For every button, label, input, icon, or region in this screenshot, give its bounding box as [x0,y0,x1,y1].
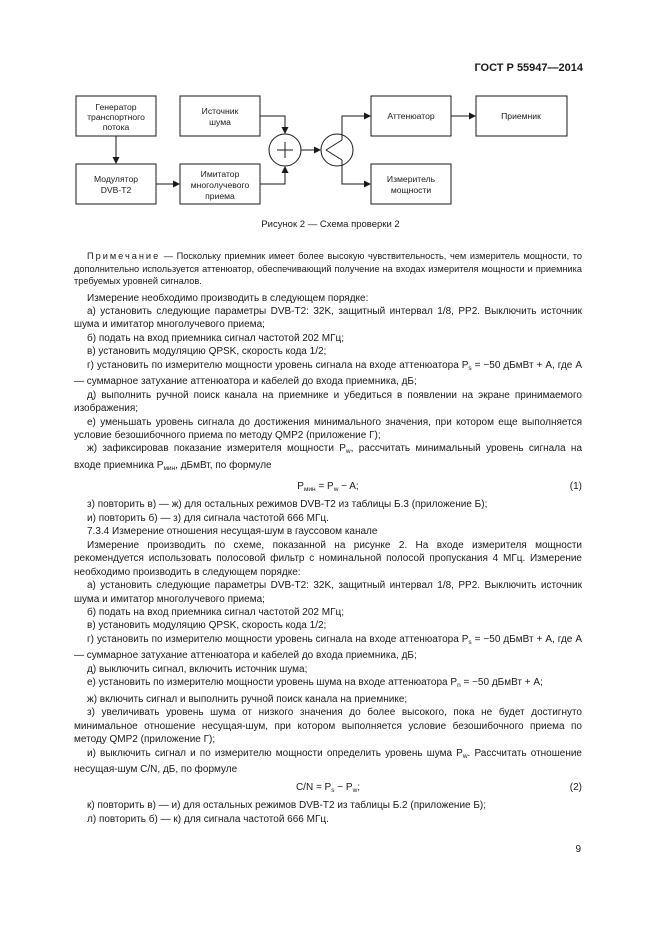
sec2-i-text-1: и) выключить сигнал и по измерителю мощности определить уровень шума P [87,747,463,759]
sec2-e-text-1: е) установить по измерителю мощности уровень шума на входе аттенюатора P [87,677,458,689]
sec1-step-g [74,359,582,389]
sec2-step-e [74,676,582,692]
power-meter-label-2: мощности [390,185,432,195]
sec1-step-v: в) установить модуляцию QPSK, скорость кода 1/2; [87,346,327,358]
sec2-step-v: в) установить модуляцию QPSK, скорость кода 1/2; [87,620,327,632]
arrow-noise-to-adder [260,116,285,133]
f1-part-b: = P [315,481,334,493]
standard-header: ГОСТ Р 55947—2014 [474,62,583,74]
attenuator-label: Аттенюатор [387,111,435,121]
sec1-zh-text-2: , рассчитать минимальный уровень сигнала на входе приемника P [74,443,582,471]
section-heading: 7.3.4 Измерение отношения несущая-шум в гауссовом канале [87,526,378,538]
f1-part-a: P [297,481,304,493]
sec2-i-sub: w [462,752,468,760]
arrow-splitter-to-attenuator [342,116,370,135]
sec2-step-i [74,747,582,777]
modulator-block [76,164,156,204]
sec2-intro: Измерение производить по схеме, показанной на рисунке 2. На входе измерителя мощности рекомендуется использовать полосовой фильтр с номинальной полосой пропускания 4 МГц. Измерение необходимо производить в следующем порядке: [74,539,582,578]
sec1-step-b: б) подать на вход приемника сигнал частотой 202 МГц; [87,332,345,344]
sec1-step-e: е) уменьшать уровень сигнала до достижения минимального значения, при котором еще выполняется условие безошибочного приема по методу QMP2 (приложение Г); [74,416,582,442]
sec2-step-d: д) выключить сигнал, включить источник шума; [87,663,308,675]
formula-1-number: (1) [569,481,582,493]
sec2-i-text-2: . Рассчитать отношение несущая-шум C/N, дБ, по формуле [74,747,582,775]
sec2-step-z: з) увеличивать уровень шума от низкого значения до более высокого, пока не будет достигнуто минимальное отношение несущая-шум, при котором выполняется условие безошибочного приема по методу QMP2 (приложение Г); [74,707,582,746]
sec1-step-a: а) установить следующие параметры DVB-T2: 32K, защитный интервал 1/8, PP2. Выключить источник шума и имитатор многолучевого приема; [74,305,582,331]
noise-label-1: Источник [201,106,239,116]
modulator-label-2: DVB-T2 [100,185,132,195]
sec1-zh-sub-2: мин [163,464,176,472]
sec2-step-l: л) повторить б) — к) для сигнала частотой 666 МГц. [87,813,329,825]
power-meter-block [371,164,451,204]
adder-circle [269,134,301,166]
multipath-label-3: приема [205,191,235,201]
multipath-label-1: Имитатор [200,169,240,179]
sec1-g-sub: s [468,364,472,372]
sec1-step-d: д) выполнить ручной поиск канала на приемнике и убедиться в появлении на экране принимаемого изображения; [74,389,582,415]
noise-source-block [180,96,260,136]
sec2-step-g [74,633,582,663]
multipath-simulator-block [180,164,260,204]
generator-label-1: Генератор [95,102,137,112]
receiver-block [476,96,567,136]
sec2-step-k: к) повторить в) — и) для остальных режимов DVB-T2 из таблицы Б.2 (приложение Б); [87,800,487,812]
sec1-zh-sub-1: w [345,448,351,456]
formula-2 [74,776,582,799]
sec1-intro: Измерение необходимо производить в следующем порядке: [87,292,369,304]
sec2-g-text-1: г) установить по измерителю мощности уровень сигнала на входе аттенюатора P [87,633,469,645]
sec1-zh-text-1: ж) зафиксировав показание измерителя мощности P [87,443,346,455]
modulator-label-1: Модулятор [93,174,139,184]
note-text: — Поскольку приемник имеет более высокую чувствительность, чем измеритель мощности, то дополнительно используется аттенюатор, обеспечивающий получение на входах измерителя мощности и приемника требуемых уровней сигналов. [74,251,582,286]
attenuator-block [371,96,451,136]
sec1-step-zh [74,442,582,475]
sec2-step-a: а) установить следующие параметры DVB-T2: 32K, защитный интервал 1/8, PP2. Выключить источник шума и имитатор многолучевого приема; [74,580,582,605]
multipath-label-2: многолучевого [190,180,250,190]
f2-sub-1: s [331,787,335,795]
note-label: Примечание [87,251,161,261]
figure-caption: Рисунок 2 — Схема проверки 2 [261,219,400,230]
formula-1-expression [74,475,582,501]
f1-sub-2: w [333,486,339,494]
formula-2-number: (2) [569,782,582,794]
page-number: 9 [575,844,581,855]
generator-label-2: транспортного [87,112,145,122]
generator-block [76,96,156,136]
arrow-splitter-to-power-meter [342,165,370,184]
generator-label-3: потока [102,122,130,132]
body-text [74,250,582,826]
sec2-step-zh: ж) включить сигнал и выполнить ручной поиск канала на приемнике; [87,693,408,705]
f2-part-a: C/N = P [295,782,332,794]
receiver-label: Приемник [501,111,541,121]
sec2-g-sub: s [468,638,472,646]
sec1-step-z: з) повторить в) — ж) для остальных режимов DVB-T2 из таблицы Б.3 (приложение Б); [87,499,488,511]
noise-label-2: шума [209,117,231,127]
test-scheme-diagram [0,0,661,215]
f1-sub-1: мин [303,486,316,494]
formula-2-expression [74,776,582,802]
sec1-zh-text-3: , дБмВт, по формуле [175,459,272,471]
sec2-step-b: б) подать на вход приемника сигнал частотой 202 МГц; [87,607,345,619]
formula-1 [74,475,582,498]
f2-part-c: ; [357,782,361,794]
sec1-step-i: и) повторить б) — з) для сигнала частотой 666 МГц. [87,512,329,524]
sec1-g-text-2: = −50 дБмВт + A, где A — суммарное затухание аттенюатора и кабелей до входа приемника, дБ; [74,359,582,388]
note-paragraph [74,250,582,288]
sec2-g-text-2: = −50 дБмВт + A, где A — суммарное затухание аттенюатора и кабелей до входа приемника, дБ; [74,633,582,662]
sec1-g-text-1: г) установить по измерителю мощности уровень сигнала на входе аттенюатора P [87,359,469,371]
splitter-circle [321,134,353,166]
f2-sub-2: w [352,787,358,795]
f2-part-b: − P [334,782,353,794]
sec2-e-text-2: = −50 дБмВт + A; [460,677,543,689]
power-meter-label-1: Измеритель [386,174,436,184]
arrow-multipath-to-adder [260,167,285,184]
f1-part-c: − A; [338,481,359,493]
sec2-e-sub: n [457,682,461,690]
